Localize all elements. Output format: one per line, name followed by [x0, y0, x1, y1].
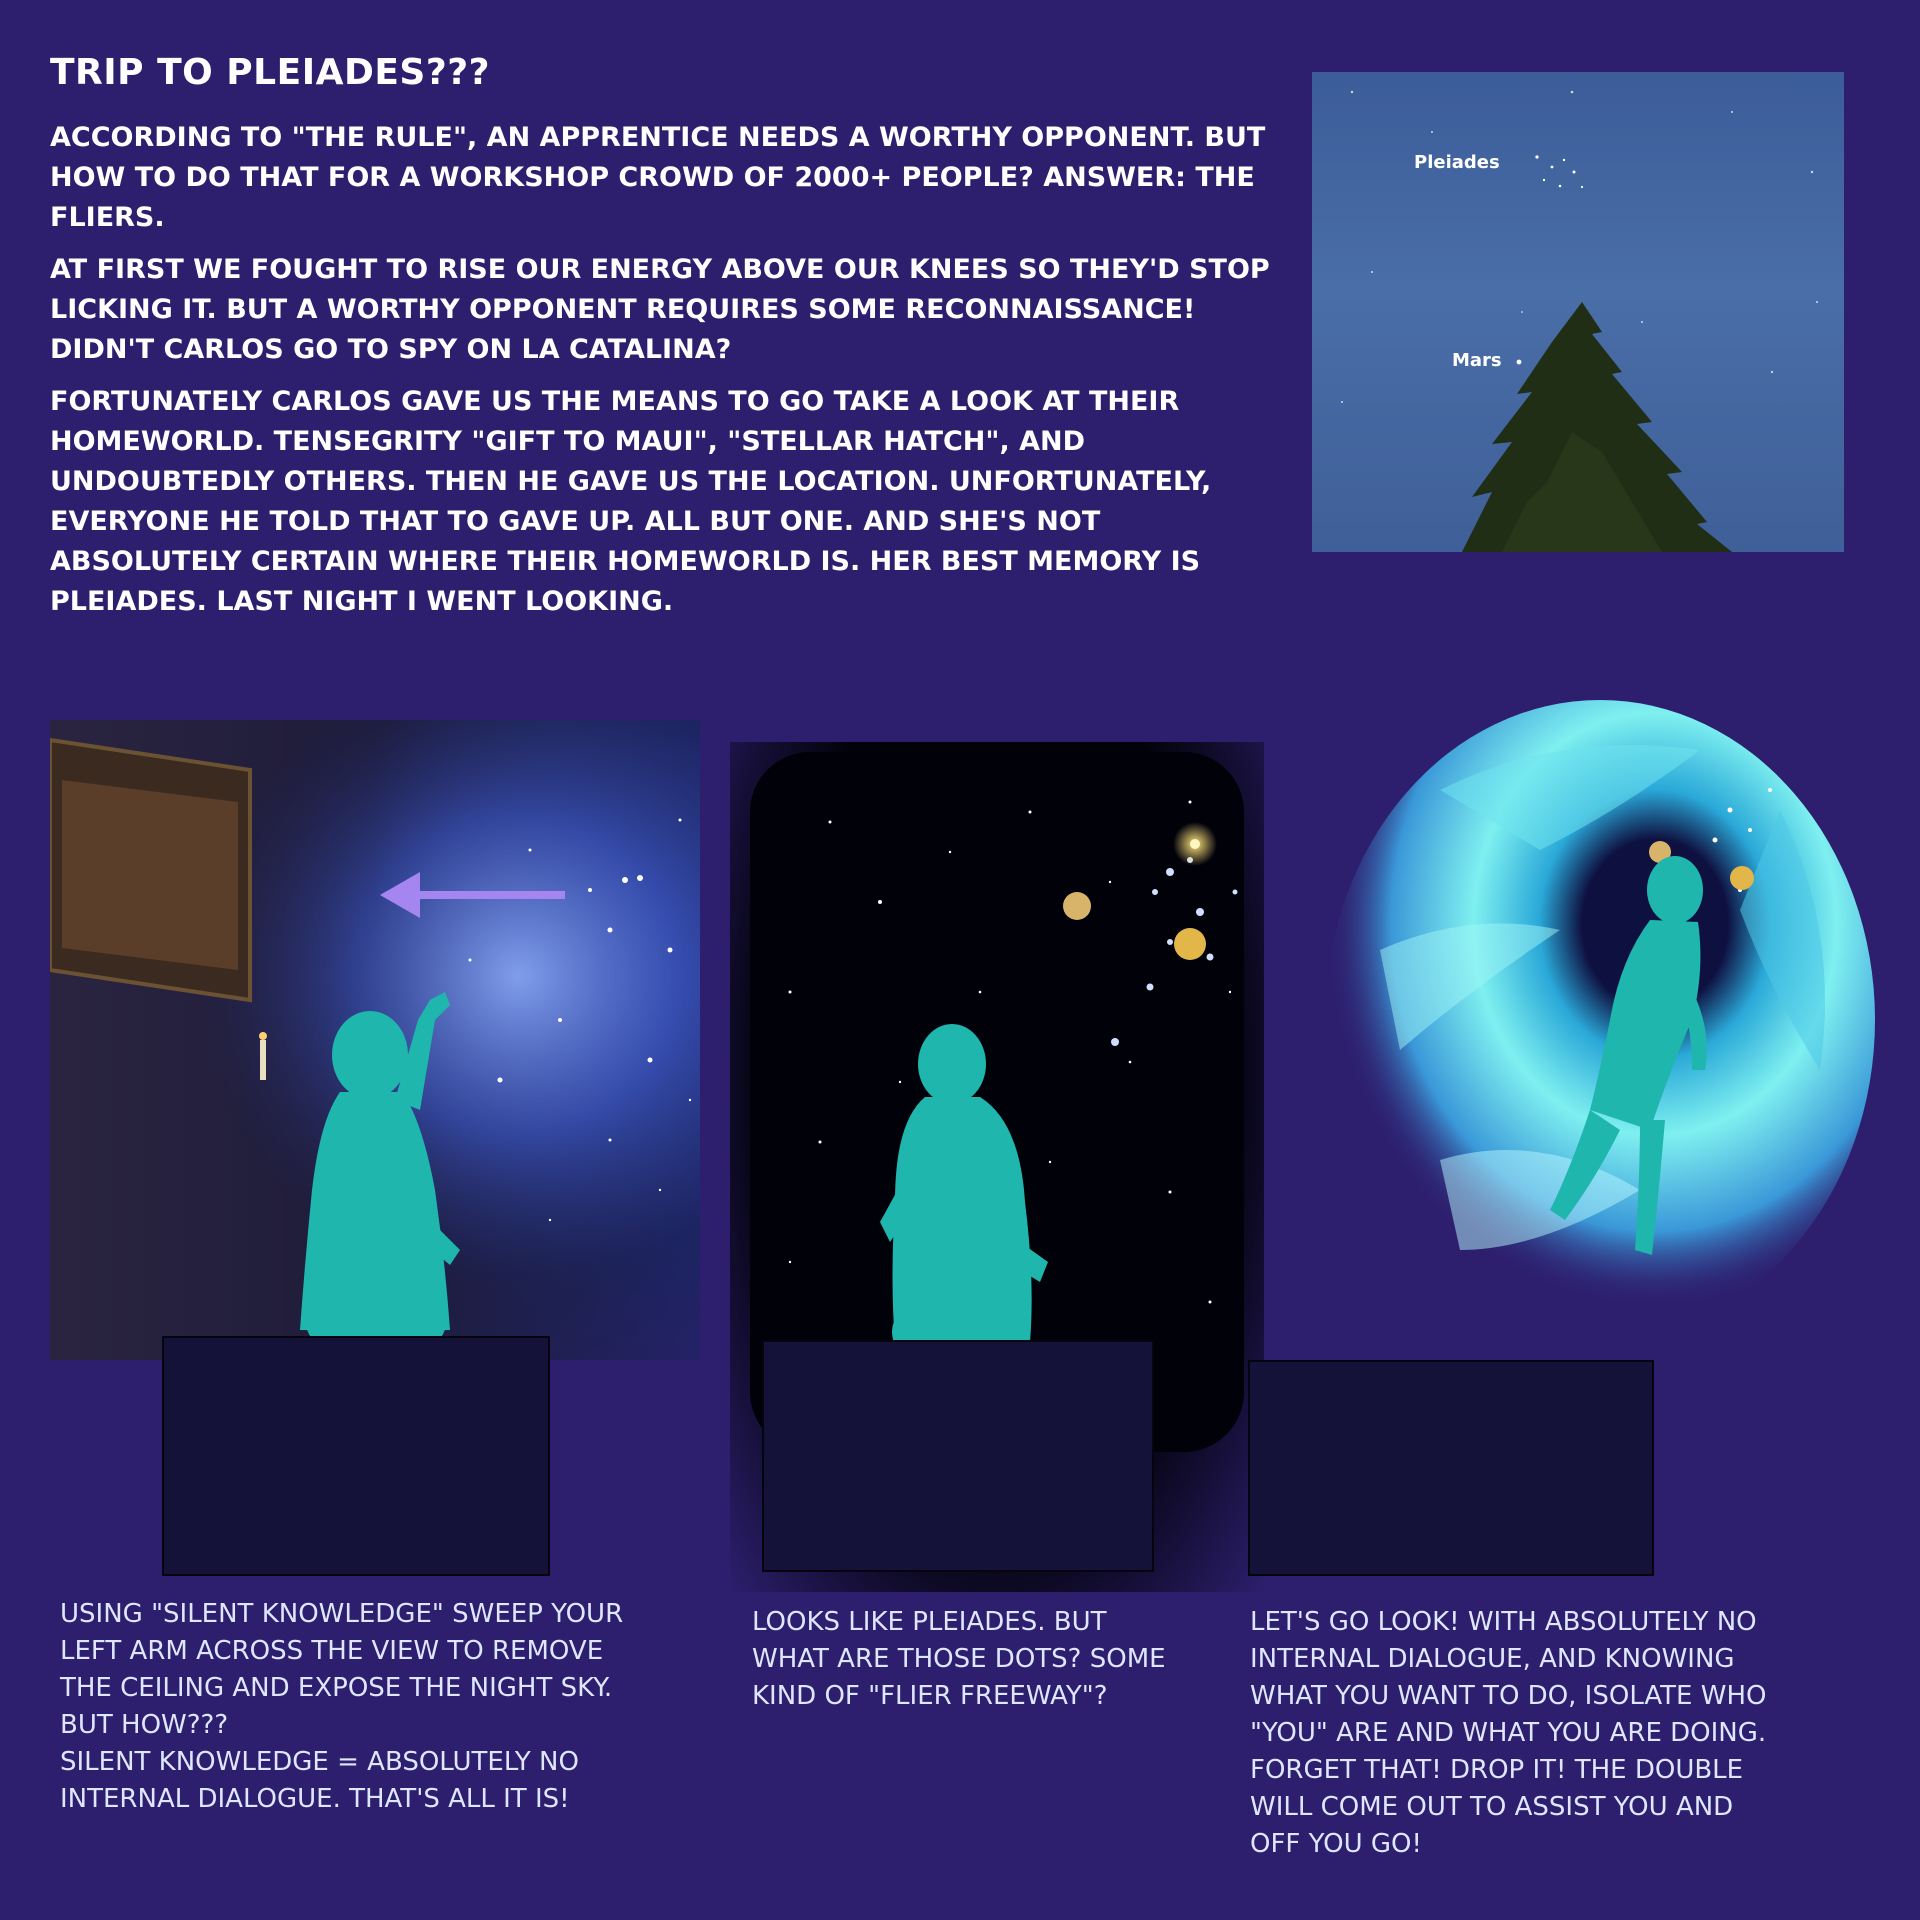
intro-text	[50, 118, 1270, 634]
intro-paragraph: AT FIRST WE FOUGHT TO RISE OUR ENERGY ABOVE OUR KNEES SO THEY'D STOP LICKING IT. BUT A WORTHY OPPONENT REQUIRES SOME RECONNAISSANCE! DIDN'T CARLOS GO TO SPY ON LA CATALINA?	[50, 254, 1270, 365]
caption-line: LOOKS LIKE PLEIADES. BUT	[752, 1607, 1107, 1637]
caption-line: INTERNAL DIALOGUE, AND KNOWING	[1250, 1644, 1735, 1674]
caption-line: INTERNAL DIALOGUE. THAT'S ALL IT IS!	[60, 1784, 570, 1814]
caption-panel-3	[1250, 1604, 1870, 1863]
panel-room-art	[50, 720, 700, 1360]
pleiades-label: Pleiades	[1414, 152, 1500, 173]
caption-line: WHAT YOU WANT TO DO, ISOLATE WHO	[1250, 1681, 1767, 1711]
panel-room-sky	[50, 720, 700, 1360]
caption-line: USING "SILENT KNOWLEDGE" SWEEP YOUR	[60, 1599, 624, 1629]
caption-line: OFF YOU GO!	[1250, 1829, 1422, 1859]
caption-line: KIND OF "FLIER FREEWAY"?	[752, 1681, 1108, 1711]
caption-panel-1	[60, 1596, 700, 1818]
caption-line: WILL COME OUT TO ASSIST YOU AND	[1250, 1792, 1734, 1822]
intro-paragraph: ACCORDING TO "THE RULE", AN APPRENTICE NEEDS A WORTHY OPPONENT. BUT HOW TO DO THAT FOR A WORKSHOP CROWD OF 2000+ PEOPLE? ANSWER: THE FLIERS.	[50, 122, 1266, 233]
intro-paragraph: FORTUNATELY CARLOS GAVE US THE MEANS TO GO TAKE A LOOK AT THEIR HOMEWORLD. TENSEGRITY "GIFT TO MAUI", "STELLAR HATCH", AND UNDOUBTEDLY OTHERS. THEN HE GAVE US THE LOCATION. UNFORTUNATELY, EVERYONE HE TOLD THAT TO GAVE UP. ALL BUT ONE. AND SHE'S NOT ABSOLUTELY CERTAIN WHERE THEIR HOMEWORLD IS. HER BEST MEMORY IS PLEIADES. LAST NIGHT I WENT LOOKING.	[50, 386, 1212, 617]
panel-vortex	[1320, 690, 1880, 1340]
panel-vortex-art	[1320, 690, 1880, 1340]
caption-line: THE CEILING AND EXPOSE THE NIGHT SKY.	[60, 1673, 613, 1703]
pedestal-box	[162, 1336, 550, 1576]
caption-panel-2	[752, 1604, 1222, 1715]
pedestal-box	[1248, 1360, 1654, 1576]
caption-line: "YOU" ARE AND WHAT YOU ARE DOING.	[1250, 1718, 1767, 1748]
night-sky-photo	[1312, 72, 1844, 552]
mars-label: Mars	[1452, 350, 1502, 371]
page-title: TRIP TO PLEIADES???	[50, 52, 491, 93]
sky-photo-art	[1312, 72, 1844, 552]
caption-line: LET'S GO LOOK! WITH ABSOLUTELY NO	[1250, 1607, 1757, 1637]
caption-line: LEFT ARM ACROSS THE VIEW TO REMOVE	[60, 1636, 604, 1666]
caption-line: FORGET THAT! DROP IT! THE DOUBLE	[1250, 1755, 1744, 1785]
pedestal-box	[762, 1340, 1154, 1572]
caption-line: BUT HOW???	[60, 1710, 229, 1740]
caption-line: SILENT KNOWLEDGE = ABSOLUTELY NO	[60, 1747, 579, 1777]
caption-line: WHAT ARE THOSE DOTS? SOME	[752, 1644, 1166, 1674]
